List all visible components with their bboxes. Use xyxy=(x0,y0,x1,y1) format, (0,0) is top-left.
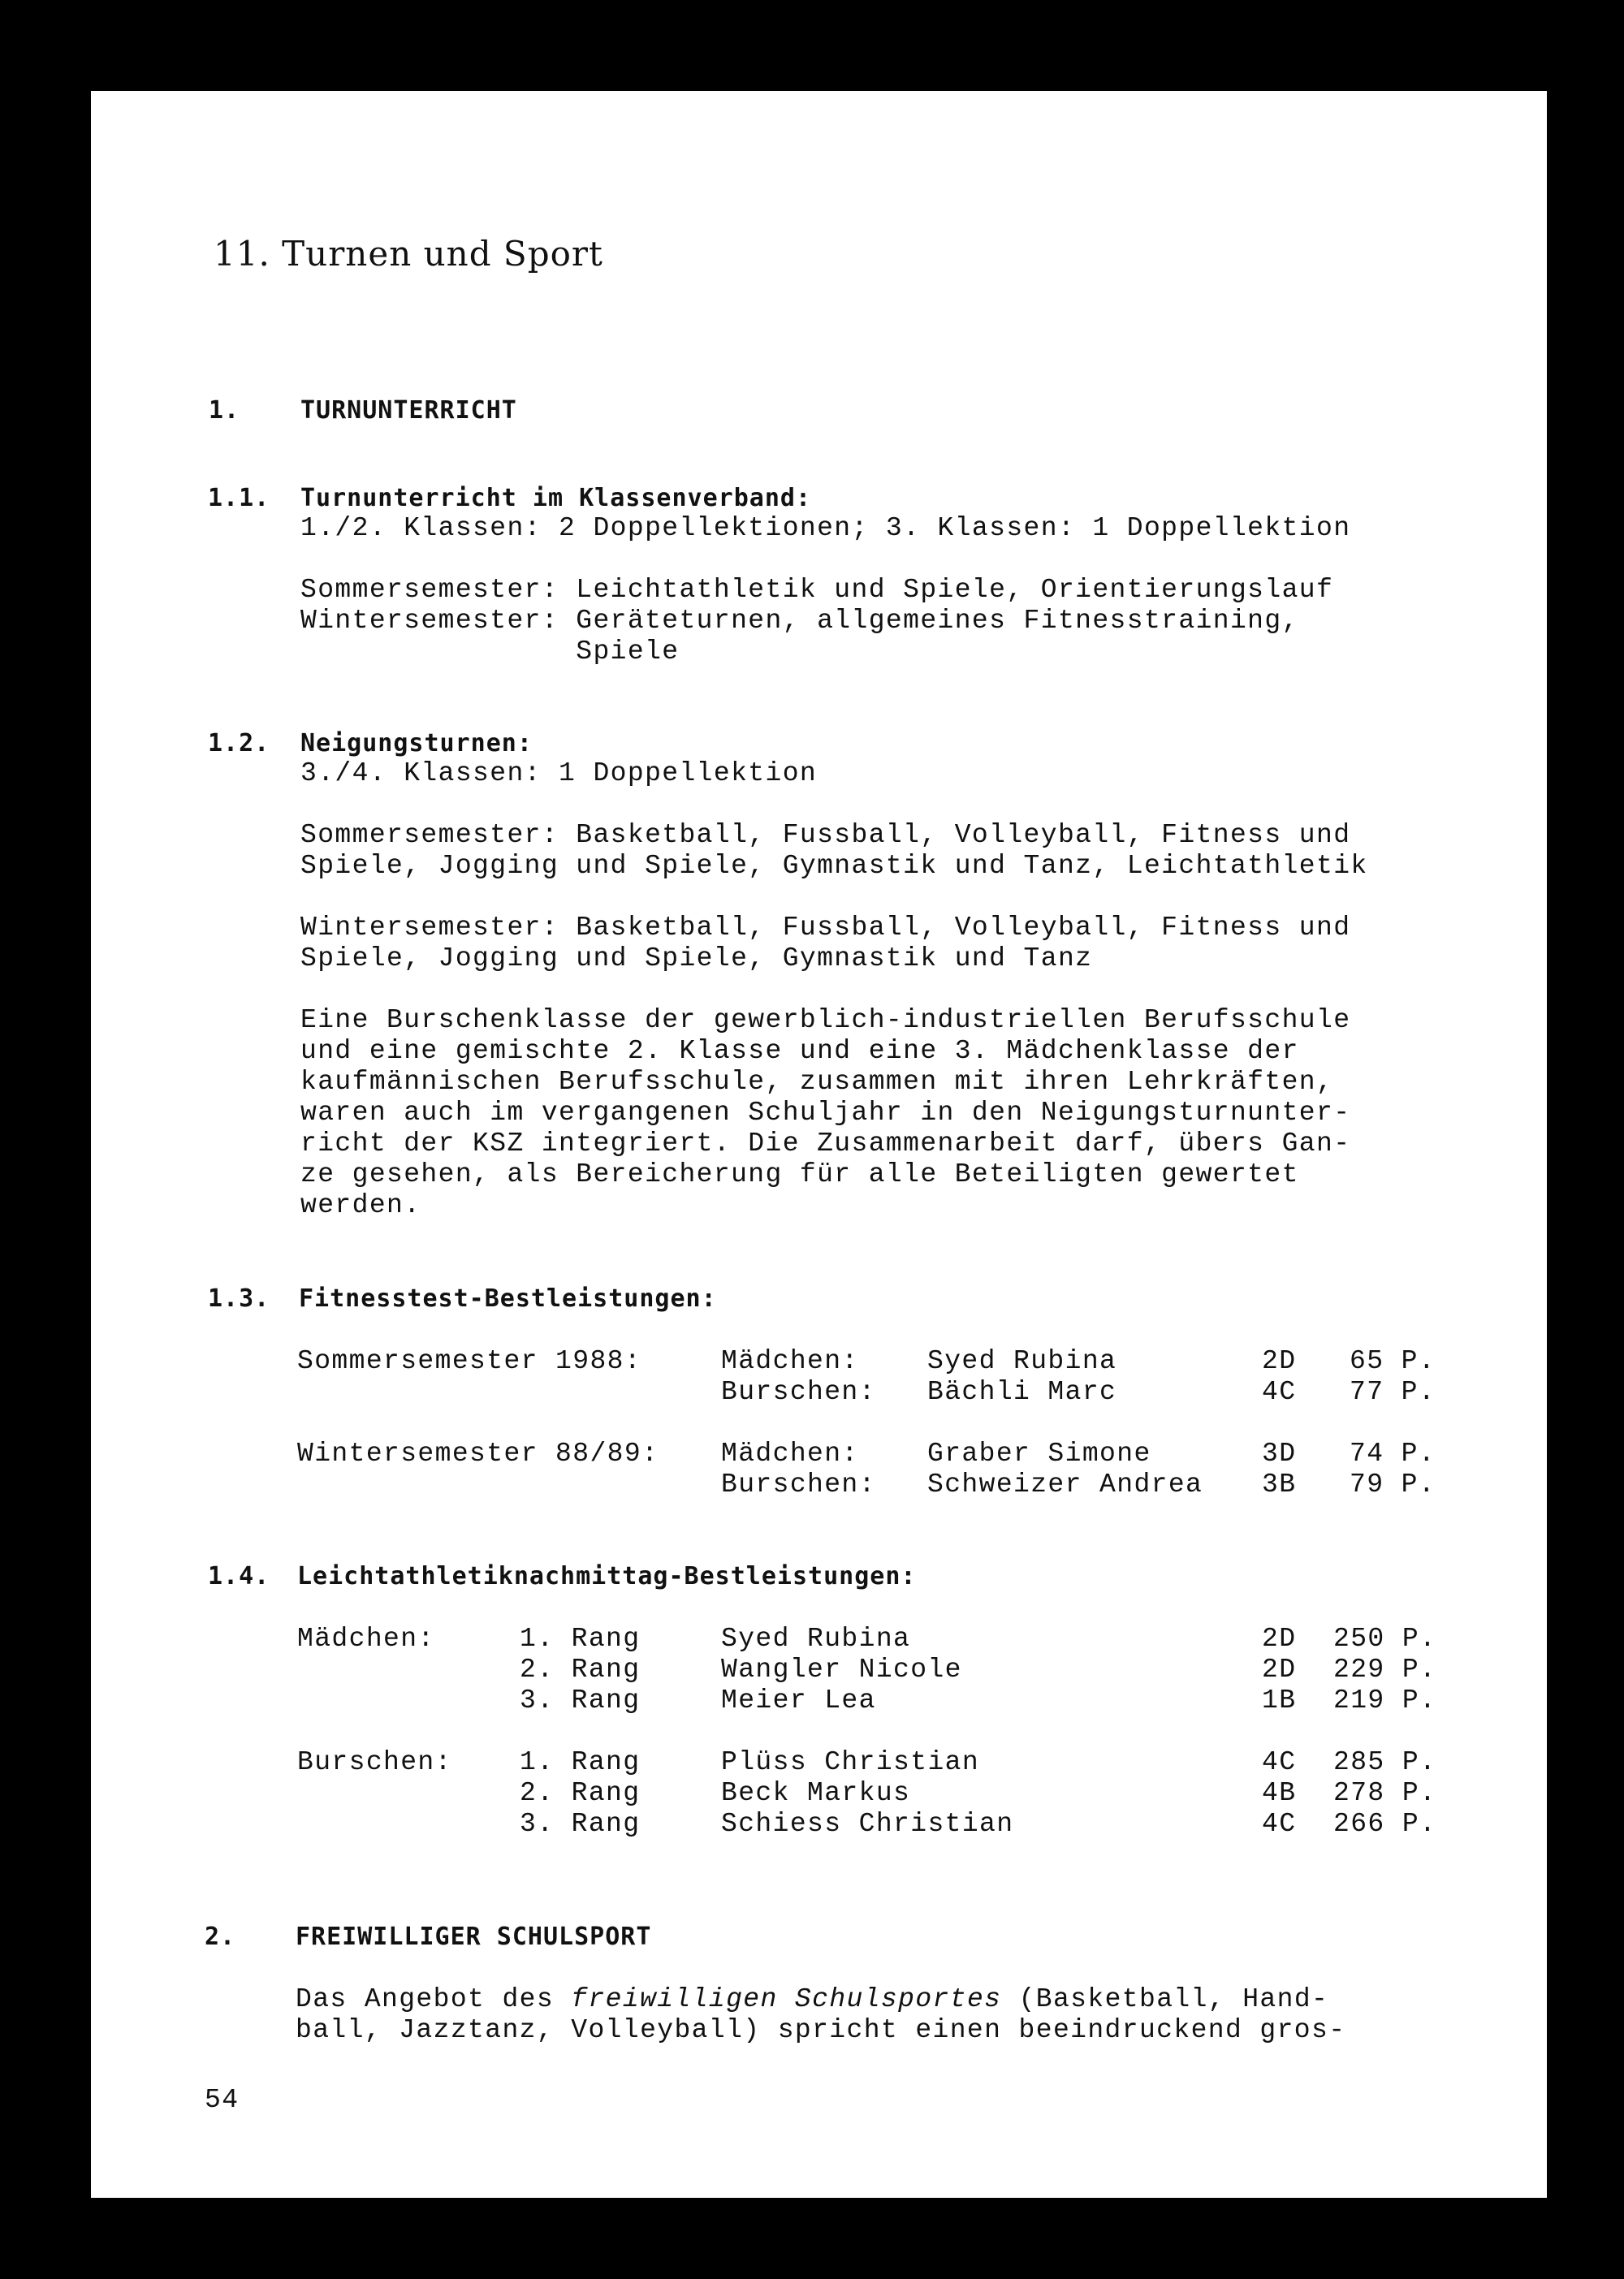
text-run: (Basketball, Hand- xyxy=(1001,1984,1329,2014)
section-2-title: FREIWILLIGER SCHULSPORT xyxy=(296,1923,652,1951)
table-cell-name: Wangler Nicole xyxy=(721,1655,962,1685)
table-cell-rank: 1. Rang xyxy=(520,1747,641,1777)
subsection-1-1-winter-line2: Spiele xyxy=(300,637,680,667)
page-number: 54 xyxy=(205,2085,240,2115)
table-cell-points: 266 P. xyxy=(1333,1809,1437,1839)
table-cell-name: Syed Rubina xyxy=(927,1346,1117,1376)
table-cell-class: 4C xyxy=(1262,1377,1297,1407)
subsection-1-4-heading: Leichtathletiknachmittag-Bestleistungen: xyxy=(297,1562,917,1591)
table-cell-category: Burschen: xyxy=(721,1470,876,1500)
table-cell-name: Bächli Marc xyxy=(927,1377,1117,1407)
table-cell-name: Schiess Christian xyxy=(721,1809,1014,1839)
subsection-1-4-number: 1.4. xyxy=(208,1562,270,1591)
table-cell-rank: 3. Rang xyxy=(520,1809,641,1839)
table-cell-category: Mädchen: xyxy=(297,1624,435,1654)
table-cell-class: 3D xyxy=(1262,1439,1297,1469)
table-cell-class: 2D xyxy=(1262,1624,1297,1654)
subsection-1-2-winter-line2: Spiele, Jogging und Spiele, Gymnastik und Tanz xyxy=(300,943,1093,973)
subsection-1-2-number: 1.2. xyxy=(208,729,270,758)
table-cell-points: 74 P. xyxy=(1350,1439,1436,1469)
table-cell-points: 65 P. xyxy=(1350,1346,1436,1376)
section-1-title: TURNUNTERRICHT xyxy=(300,396,517,425)
table-cell-points: 285 P. xyxy=(1333,1747,1437,1777)
table-cell-points: 219 P. xyxy=(1333,1686,1437,1716)
paragraph-line: richt der KSZ integriert. Die Zusammenarbeit darf, übers Gan- xyxy=(300,1129,1351,1159)
table-cell-category: Mädchen: xyxy=(721,1439,859,1469)
table-cell-class: 2D xyxy=(1262,1655,1297,1685)
table-cell-category: Mädchen: xyxy=(721,1346,859,1376)
table-cell-class: 3B xyxy=(1262,1470,1297,1500)
subsection-1-2-sommer-line1: Sommersemester: Basketball, Fussball, Volleyball, Fitness und xyxy=(300,820,1351,850)
paragraph-line: und eine gemischte 2. Klasse und eine 3. Mädchenklasse der xyxy=(300,1036,1299,1066)
table-cell-name: Beck Markus xyxy=(721,1778,911,1808)
subsection-1-3-number: 1.3. xyxy=(208,1284,270,1313)
paragraph-line: ze gesehen, als Bereicherung für alle Beteiligten gewertet xyxy=(300,1159,1299,1189)
page-title: 11. Turnen und Sport xyxy=(214,234,603,274)
section-2-number: 2. xyxy=(205,1923,236,1951)
document-page xyxy=(91,91,1547,2198)
table-cell-name: Plüss Christian xyxy=(721,1747,980,1777)
table-cell-class: 4B xyxy=(1262,1778,1297,1808)
subsection-1-1-heading: Turnunterricht im Klassenverband: xyxy=(300,484,812,512)
subsection-1-1-number: 1.1. xyxy=(208,484,270,512)
text-run: Das Angebot des xyxy=(296,1984,572,2014)
table-cell-rank: 2. Rang xyxy=(520,1655,641,1685)
table-cell-class: 4C xyxy=(1262,1747,1297,1777)
table-cell-points: 278 P. xyxy=(1333,1778,1437,1808)
subsection-1-2-sommer-line2: Spiele, Jogging und Spiele, Gymnastik und Tanz, Leichtathletik xyxy=(300,851,1368,881)
section-2-line2: ball, Jazztanz, Volleyball) spricht einen beeindruckend gros- xyxy=(296,2015,1346,2045)
table-cell-points: 77 P. xyxy=(1350,1377,1436,1407)
section-1-number: 1. xyxy=(209,396,240,425)
subsection-1-1-winter-line1: Wintersemester: Geräteturnen, allgemeines Fitnesstraining, xyxy=(300,606,1299,636)
subsection-1-1-sommer: Sommersemester: Leichtathletik und Spiele, Orientierungslauf xyxy=(300,575,1334,605)
table-cell-class: 1B xyxy=(1262,1686,1297,1716)
table-cell-semester: Wintersemester 88/89: xyxy=(297,1439,659,1469)
table-cell-class: 4C xyxy=(1262,1809,1297,1839)
table-cell-name: Graber Simone xyxy=(927,1439,1151,1469)
paragraph-line: Eine Burschenklasse der gewerblich-industriellen Berufsschule xyxy=(300,1005,1351,1035)
paragraph-line: waren auch im vergangenen Schuljahr in den Neigungsturnunter- xyxy=(300,1098,1351,1128)
table-cell-semester: Sommersemester 1988: xyxy=(297,1346,642,1376)
table-cell-name: Schweizer Andrea xyxy=(927,1470,1203,1500)
table-cell-rank: 3. Rang xyxy=(520,1686,641,1716)
paragraph-line: werden. xyxy=(300,1190,421,1220)
table-cell-category: Burschen: xyxy=(721,1377,876,1407)
italic-term: freiwilligen Schulsportes xyxy=(571,1984,1002,2014)
table-cell-points: 229 P. xyxy=(1333,1655,1437,1685)
subsection-1-2-classes: 3./4. Klassen: 1 Doppellektion xyxy=(300,758,818,788)
table-cell-rank: 2. Rang xyxy=(520,1778,641,1808)
subsection-1-2-paragraph xyxy=(300,1005,1535,1232)
table-cell-rank: 1. Rang xyxy=(520,1624,641,1654)
table-cell-points: 250 P. xyxy=(1333,1624,1437,1654)
table-cell-category: Burschen: xyxy=(297,1747,452,1777)
subsection-1-3-heading: Fitnesstest-Bestleistungen: xyxy=(299,1284,717,1313)
table-cell-name: Syed Rubina xyxy=(721,1624,911,1654)
table-cell-class: 2D xyxy=(1262,1346,1297,1376)
table-cell-name: Meier Lea xyxy=(721,1686,876,1716)
table-cell-points: 79 P. xyxy=(1350,1470,1436,1500)
subsection-1-1-classes: 1./2. Klassen: 2 Doppellektionen; 3. Klassen: 1 Doppellektion xyxy=(300,513,1351,543)
subsection-1-2-heading: Neigungsturnen: xyxy=(300,729,533,758)
paragraph-line: kaufmännischen Berufsschule, zusammen mit ihren Lehrkräften, xyxy=(300,1067,1334,1097)
section-2-line1 xyxy=(296,1984,1328,2014)
subsection-1-2-winter-line1: Wintersemester: Basketball, Fussball, Volleyball, Fitness und xyxy=(300,913,1351,943)
